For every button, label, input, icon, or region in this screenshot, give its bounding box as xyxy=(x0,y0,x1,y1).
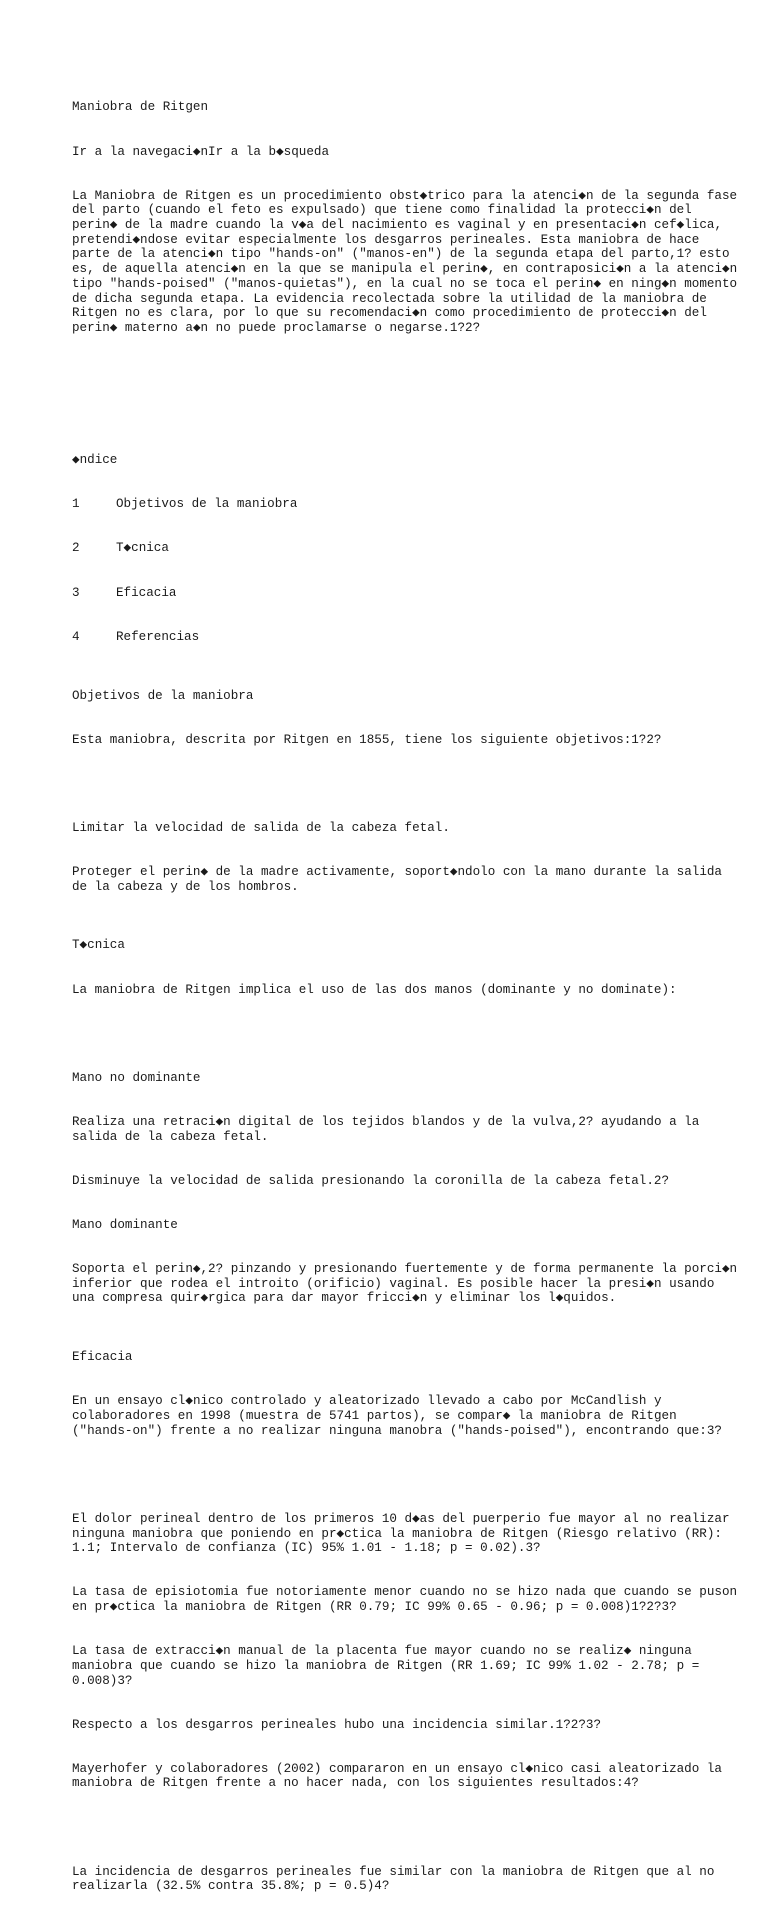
list-item: La tasa de episiotomia fue notoriamente menor cuando no se hizo nada que cuando se puson en pr◆ctica la maniobra de Ritgen (RR 0.79; IC 99% 0.65 - 0.96; p = 0.008)1?2?3? xyxy=(72,1585,745,1615)
list-item: Disminuye la velocidad de salida presionando la coronilla de la cabeza fetal.2? xyxy=(72,1173,670,1188)
document-body xyxy=(72,71,745,1909)
paragraph: La maniobra de Ritgen implica el uso de las dos manos (dominante y no dominate): xyxy=(72,982,677,997)
list-item: Realiza una retraci◆n digital de los tejidos blandos y de la vulva,2? ayudando a la salida de la cabeza fetal. xyxy=(72,1114,707,1144)
subsection-heading: Mano dominante xyxy=(72,1217,178,1232)
toc-item-3[interactable] xyxy=(72,586,742,601)
toc-label: Eficacia xyxy=(116,585,177,600)
page-title: Maniobra de Ritgen xyxy=(72,100,209,115)
toc-label: Objetivos de la maniobra xyxy=(116,497,298,512)
toc-num: 4 xyxy=(72,629,80,644)
paragraph: Mayerhofer y colaboradores (2002) compararon en un ensayo cl◆nico casi aleatorizado la maniobra de Ritgen frente a no hacer nada, con los siguientes resultados:4? xyxy=(72,1761,730,1791)
list-item: La tasa de extracci◆n manual de la placenta fue mayor cuando no se realiz◆ ninguna maniobra que cuando se hizo la maniobra de Ritgen (RR 1.69; IC 99% 1.02 - 2.78; p = 0.008)3? xyxy=(72,1644,707,1688)
list-item: La incidencia de desgarros perineales fue similar con la maniobra de Ritgen que al no realizarla (32.5% contra 35.8%; p = 0.5)4? xyxy=(72,1864,722,1894)
toc-num: 3 xyxy=(72,585,80,600)
list-item: Proteger el perin◆ de la madre activamente, soport◆ndolo con la mano durante la salida de la cabeza y de los hombros. xyxy=(72,864,730,894)
toc-num: 1 xyxy=(72,497,80,512)
toc-item-2[interactable] xyxy=(72,541,742,556)
list-item: Limitar la velocidad de salida de la cabeza fetal. xyxy=(72,820,450,835)
toc-label: T◆cnica xyxy=(116,541,169,556)
toc-heading: ◆ndice xyxy=(72,453,118,468)
nav-links[interactable]: Ir a la navegaci◆nIr a la b◆squeda xyxy=(72,144,330,159)
section-heading: Eficacia xyxy=(72,1350,133,1365)
paragraph: Esta maniobra, descrita por Ritgen en 1855, tiene los siguiente objetivos:1?2? xyxy=(72,732,662,747)
section-heading: Objetivos de la maniobra xyxy=(72,688,254,703)
section-heading: T◆cnica xyxy=(72,938,125,953)
toc-label: Referencias xyxy=(116,629,200,644)
toc-num: 2 xyxy=(72,541,80,556)
paragraph: En un ensayo cl◆nico controlado y aleatorizado llevado a cabo por McCandlish y colaboradores en 1998 (muestra de 5741 partos), se compar◆ la maniobra de Ritgen ("hands-on") frente a no realizar ninguna manobra ("hands-poised"), encontrando que:3? xyxy=(72,1394,722,1438)
subsection-heading: Mano no dominante xyxy=(72,1070,201,1085)
list-item: Soporta el perin◆,2? pinzando y presionando fuertemente y de forma permanente la porci◆n inferior que rodea el introito (orificio) vaginal. Es posible hacer la presi◆n usando una compresa quir◆rgica para dar mayor fricci◆n y eliminar los l◆quidos. xyxy=(72,1261,745,1306)
list-item: Respecto a los desgarros perineales hubo una incidencia similar.1?2?3? xyxy=(72,1717,602,1732)
intro-paragraph: La Maniobra de Ritgen es un procedimiento obst◆trico para la atenci◆n de la segunda fase del parto (cuando el feto es expulsado) que tiene como finalidad la protecci◆n del perin◆ de la madre cuando la v◆a del nacimiento es vaginal y en presentaci◆n cef◆lica, pretendi◆ndose evitar especialmente los desgarros perineales. Esta maniobra de hace parte de la atenci◆n tipo "hands-on" ("manos-en") de la segunda etapa del parto,1? esto es, de aquella atenci◆n en la que se manipula el perin◆, en contraposici◆n a la atenci◆n tipo "hands-poised" ("manos-quietas"), en la cual no se toca el perin◆ en ning◆n momento de dicha segunda etapa. La evidencia recolectada sobre la utilidad de la maniobra de Ritgen no es clara, por lo que su recomendaci◆n como procedimiento de protecci◆n del perin◆ materno a◆n no puede proclamarse o negarse.1?2? xyxy=(72,188,745,335)
list-item: El dolor perineal dentro de los primeros 10 d◆as del puerperio fue mayor al no realizar ninguna maniobra que poniendo en pr◆ctica la maniobra de Ritgen (Riesgo relativo (RR): 1.1; Intervalo de confianza (IC) 95% 1.01 - 1.18; p = 0.02).3? xyxy=(72,1511,738,1556)
toc-item-4[interactable] xyxy=(72,630,742,645)
toc-item-1[interactable] xyxy=(72,497,742,512)
